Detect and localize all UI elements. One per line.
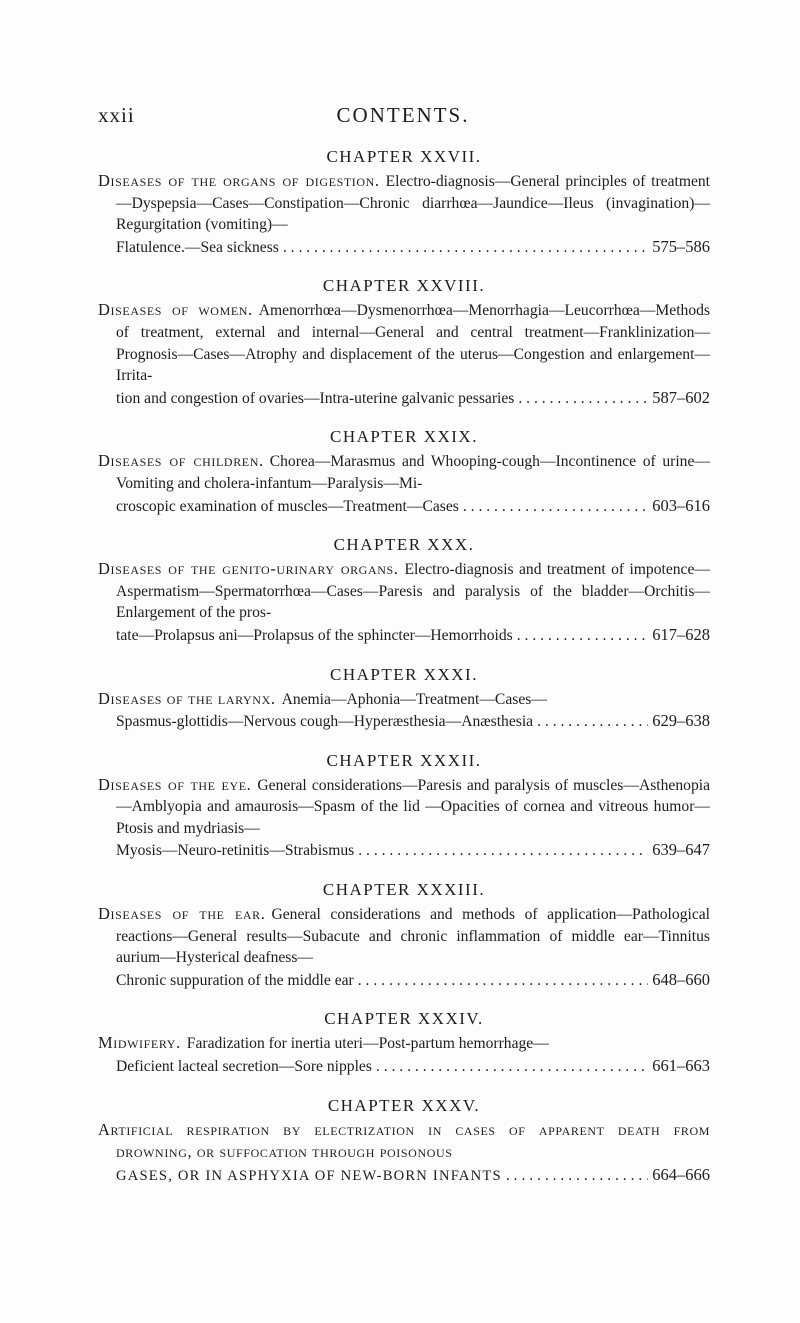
chapter-last-line	[116, 495, 710, 518]
dot-leader	[517, 625, 649, 647]
dot-leader	[358, 840, 648, 862]
chapter-last-line-text: Spasmus-glottidis—Nervous cough—Hyperæsthesia—Anæsthesia	[116, 713, 534, 731]
chapter-summary	[98, 450, 710, 517]
chapter-summary	[98, 1119, 710, 1188]
dot-leader	[506, 1165, 648, 1187]
chapter-subject: Diseases of the larynx.	[98, 688, 276, 708]
chapter-subject: Diseases of the organs of digestion.	[98, 171, 380, 190]
chapter-heading: CHAPTER XXXIII.	[322, 880, 486, 900]
chapter-heading: CHAPTER XXIX.	[330, 427, 478, 447]
chapter-last-line	[116, 839, 710, 862]
chapter-heading: CHAPTER XXXI.	[330, 664, 478, 684]
chapter-subject: Diseases of the genito-urinary organs.	[98, 559, 399, 579]
chapter-topics: General considerations—Paresis and paralysis of muscles—Asthenopia—Amblyopia and amaurosis—Spasm of the lid —Opacities of cornea and vitreous humor—Ptosis and mydriasis—	[116, 776, 710, 837]
dot-leader	[283, 237, 648, 259]
chapter-topics: Faradization for inertia uteri—Post-partum hemorrhage—	[186, 1035, 549, 1053]
chapter-last-line-text: GASES, OR IN ASPHYXIA OF NEW-BORN INFANTS	[116, 1167, 502, 1184]
page-range: 664–666	[652, 1164, 710, 1184]
page-range: 661–663	[652, 1056, 710, 1076]
chapter-topics: Amenorrhœa—Dysmenorrhœa—Menorrhagia—Leucorrhœa—Methods of treatment, external and internal—General and central treatment—Franklinization—Prognosis—Cases—Atrophy and displacement of the uterus—Congestion and enlargement—Irrita-	[116, 302, 710, 385]
chapter-subject: Diseases of the eye.	[98, 774, 252, 794]
chapter-last-line	[116, 236, 710, 259]
chapter-last-line	[116, 1055, 710, 1078]
dot-leader	[376, 1056, 648, 1078]
page-range: 629–638	[652, 711, 710, 731]
chapter-last-line	[116, 969, 710, 992]
chapter-entry	[98, 879, 710, 991]
chapter-topics: Electro-diagnosis—General principles of treatment—Dyspepsia—Cases—Constipation—Chronic diarrhœa—Jaundice—Ileus (invagination)—Regurgitation (vomiting)—	[116, 173, 711, 234]
chapter-last-line	[116, 624, 710, 647]
chapter-topics: Electro-diagnosis and treatment of impotence—Aspermatism—Spermatorrhœa—Cases—Paresis and paralysis of the bladder—Orchitis—Enlargement of the pros-	[116, 561, 710, 622]
dot-leader	[537, 711, 648, 733]
chapter-last-line	[116, 710, 710, 733]
chapter-last-line-text: tion and congestion of ovaries—Intra-uterine galvanic pessaries	[116, 389, 515, 407]
chapter-heading: CHAPTER XXVII.	[326, 147, 482, 166]
chapter-heading: CHAPTER XXX.	[333, 535, 475, 555]
page-title: CONTENTS.	[336, 103, 470, 127]
dot-leader	[518, 388, 648, 410]
chapter-entry	[98, 426, 710, 517]
contents-list	[98, 146, 710, 1204]
page-range: 603–616	[652, 495, 710, 515]
chapter-last-line-text: Deficient lacteal secretion—Sore nipples	[116, 1058, 372, 1076]
chapter-subject: Diseases of women.	[98, 300, 253, 320]
dot-leader	[358, 970, 649, 992]
chapter-summary	[98, 688, 710, 733]
chapter-summary	[98, 774, 710, 862]
page-range: 639–647	[652, 840, 710, 860]
page-range: 617–628	[652, 624, 710, 644]
chapter-summary	[98, 170, 710, 258]
chapter-entry	[98, 534, 710, 646]
chapter-entry	[98, 146, 710, 258]
chapter-heading: CHAPTER XXVIII.	[322, 276, 486, 296]
chapter-entry	[98, 1095, 710, 1188]
running-head	[98, 103, 708, 133]
chapter-last-line-text: Flatulence.—Sea sickness	[116, 238, 279, 256]
chapter-entry	[98, 664, 710, 733]
page-range: 587–602	[652, 387, 710, 407]
chapter-subject: Diseases of children.	[98, 451, 264, 471]
chapter-summary	[98, 1032, 710, 1077]
dot-leader	[463, 496, 648, 518]
chapter-last-line-text: Chronic suppuration of the middle ear	[116, 971, 354, 989]
chapter-subject: Artificial respiration by electrization in cases of apparent death from drowning, or suffocation through poisonous	[98, 1119, 710, 1162]
chapter-topics: General considerations and methods of application—Pathological reactions—General results—Subacute and chronic inflammation of middle ear—Tinnitus aurium—Hysterical deafness—	[116, 906, 710, 967]
chapter-subject: Midwifery.	[98, 1033, 181, 1053]
chapter-entry	[98, 1008, 710, 1077]
chapter-entry	[98, 750, 710, 862]
chapter-last-line	[116, 387, 710, 410]
chapter-heading: CHAPTER XXXIV.	[324, 1009, 484, 1029]
chapter-heading: CHAPTER XXXV.	[327, 1095, 481, 1115]
chapter-summary	[98, 903, 710, 991]
chapter-last-line	[116, 1164, 710, 1188]
chapter-last-line-text: Myosis—Neuro-retinitis—Strabismus	[116, 842, 355, 860]
page-number: xxii	[98, 103, 135, 127]
chapter-entry	[98, 275, 710, 409]
chapter-last-line-text: croscopic examination of muscles—Treatment—Cases	[116, 497, 459, 515]
chapter-heading: CHAPTER XXXII.	[326, 750, 482, 770]
chapter-topics: Anemia—Aphonia—Treatment—Cases—	[281, 690, 547, 708]
page-range: 648–660	[652, 969, 710, 989]
chapter-subject: Diseases of the ear.	[98, 904, 266, 924]
chapter-topics: Chorea—Marasmus and Whooping-cough—Incontinence of urine—Vomiting and cholera-infantum—Paralysis—Mi-	[116, 453, 710, 492]
chapter-summary	[98, 299, 710, 409]
chapter-last-line-text: tate—Prolapsus ani—Prolapsus of the sphincter—Hemorrhoids	[116, 626, 513, 644]
chapter-summary	[98, 558, 710, 646]
page-range: 575–586	[652, 236, 710, 256]
